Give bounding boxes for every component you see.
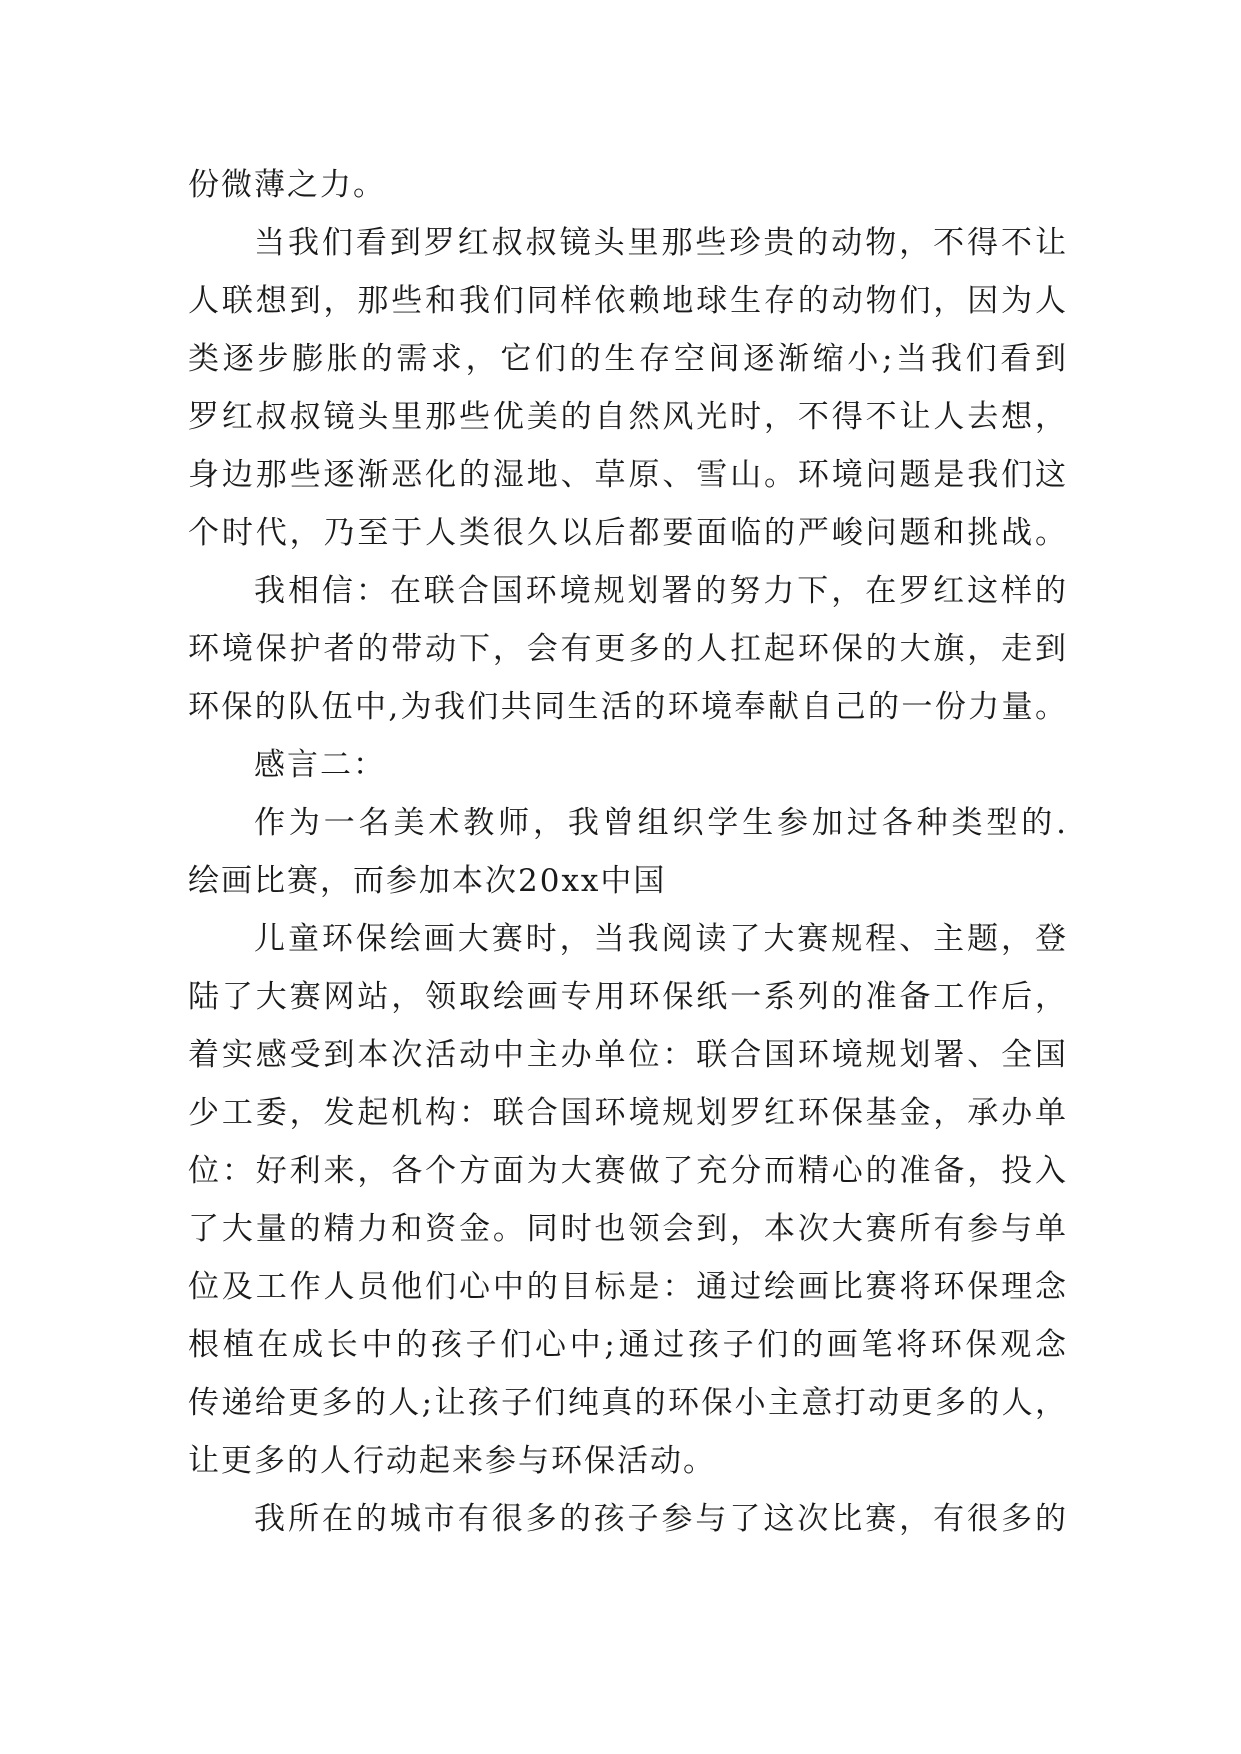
text-line: 位：好利来，各个方面为大赛做了充分而精心的准备，投入 [188, 1153, 1068, 1189]
text-line: 绘画比赛，而参加本次20xx中国 [188, 863, 667, 899]
text-line: 着实感受到本次活动中主办单位：联合国环境规划署、全国 [188, 1037, 1068, 1073]
text-line: 个时代，乃至于人类很久以后都要面临的严峻问题和挑战。 [188, 515, 1068, 551]
section-heading: 感言二： [254, 747, 386, 783]
paragraph-first-line: 当我们看到罗红叔叔镜头里那些珍贵的动物，不得不让 [254, 225, 1068, 261]
text-line: 罗红叔叔镜头里那些优美的自然风光时，不得不让人去想， [188, 399, 1068, 435]
paragraph-first-line: 我相信：在联合国环境规划署的努力下，在罗红这样的 [254, 573, 1068, 609]
text-line: 份微薄之力。 [188, 167, 386, 203]
text-line: 环保的队伍中,为我们共同生活的环境奉献自己的一份力量。 [188, 689, 1068, 725]
text-line: 类逐步膨胀的需求，它们的生存空间逐渐缩小;当我们看到 [188, 341, 1068, 377]
text-line: 陆了大赛网站，领取绘画专用环保纸一系列的准备工作后， [188, 979, 1068, 1015]
text-line: 位及工作人员他们心中的目标是：通过绘画比赛将环保理念 [188, 1269, 1068, 1305]
text-line: 身边那些逐渐恶化的湿地、草原、雪山。环境问题是我们这 [188, 457, 1068, 493]
text-line: 根植在成长中的孩子们心中;通过孩子们的画笔将环保观念 [188, 1327, 1068, 1363]
text-line: 少工委，发起机构：联合国环境规划罗红环保基金，承办单 [188, 1095, 1068, 1131]
document-body [188, 156, 1068, 1548]
text-line: 传递给更多的人;让孩子们纯真的环保小主意打动更多的人， [188, 1385, 1068, 1421]
text-line: 人联想到，那些和我们同样依赖地球生存的动物们，因为人 [188, 283, 1068, 319]
text-line: 环境保护者的带动下，会有更多的人扛起环保的大旗，走到 [188, 631, 1068, 667]
paragraph-first-line: 我所在的城市有很多的孩子参与了这次比赛，有很多的 [254, 1501, 1068, 1537]
paragraph-first-line: 作为一名美术教师，我曾组织学生参加过各种类型的. [254, 805, 1068, 841]
paragraph-first-line: 儿童环保绘画大赛时，当我阅读了大赛规程、主题，登 [254, 921, 1068, 957]
text-line: 让更多的人行动起来参与环保活动。 [188, 1443, 716, 1479]
text-line: 了大量的精力和资金。同时也领会到，本次大赛所有参与单 [188, 1211, 1068, 1247]
